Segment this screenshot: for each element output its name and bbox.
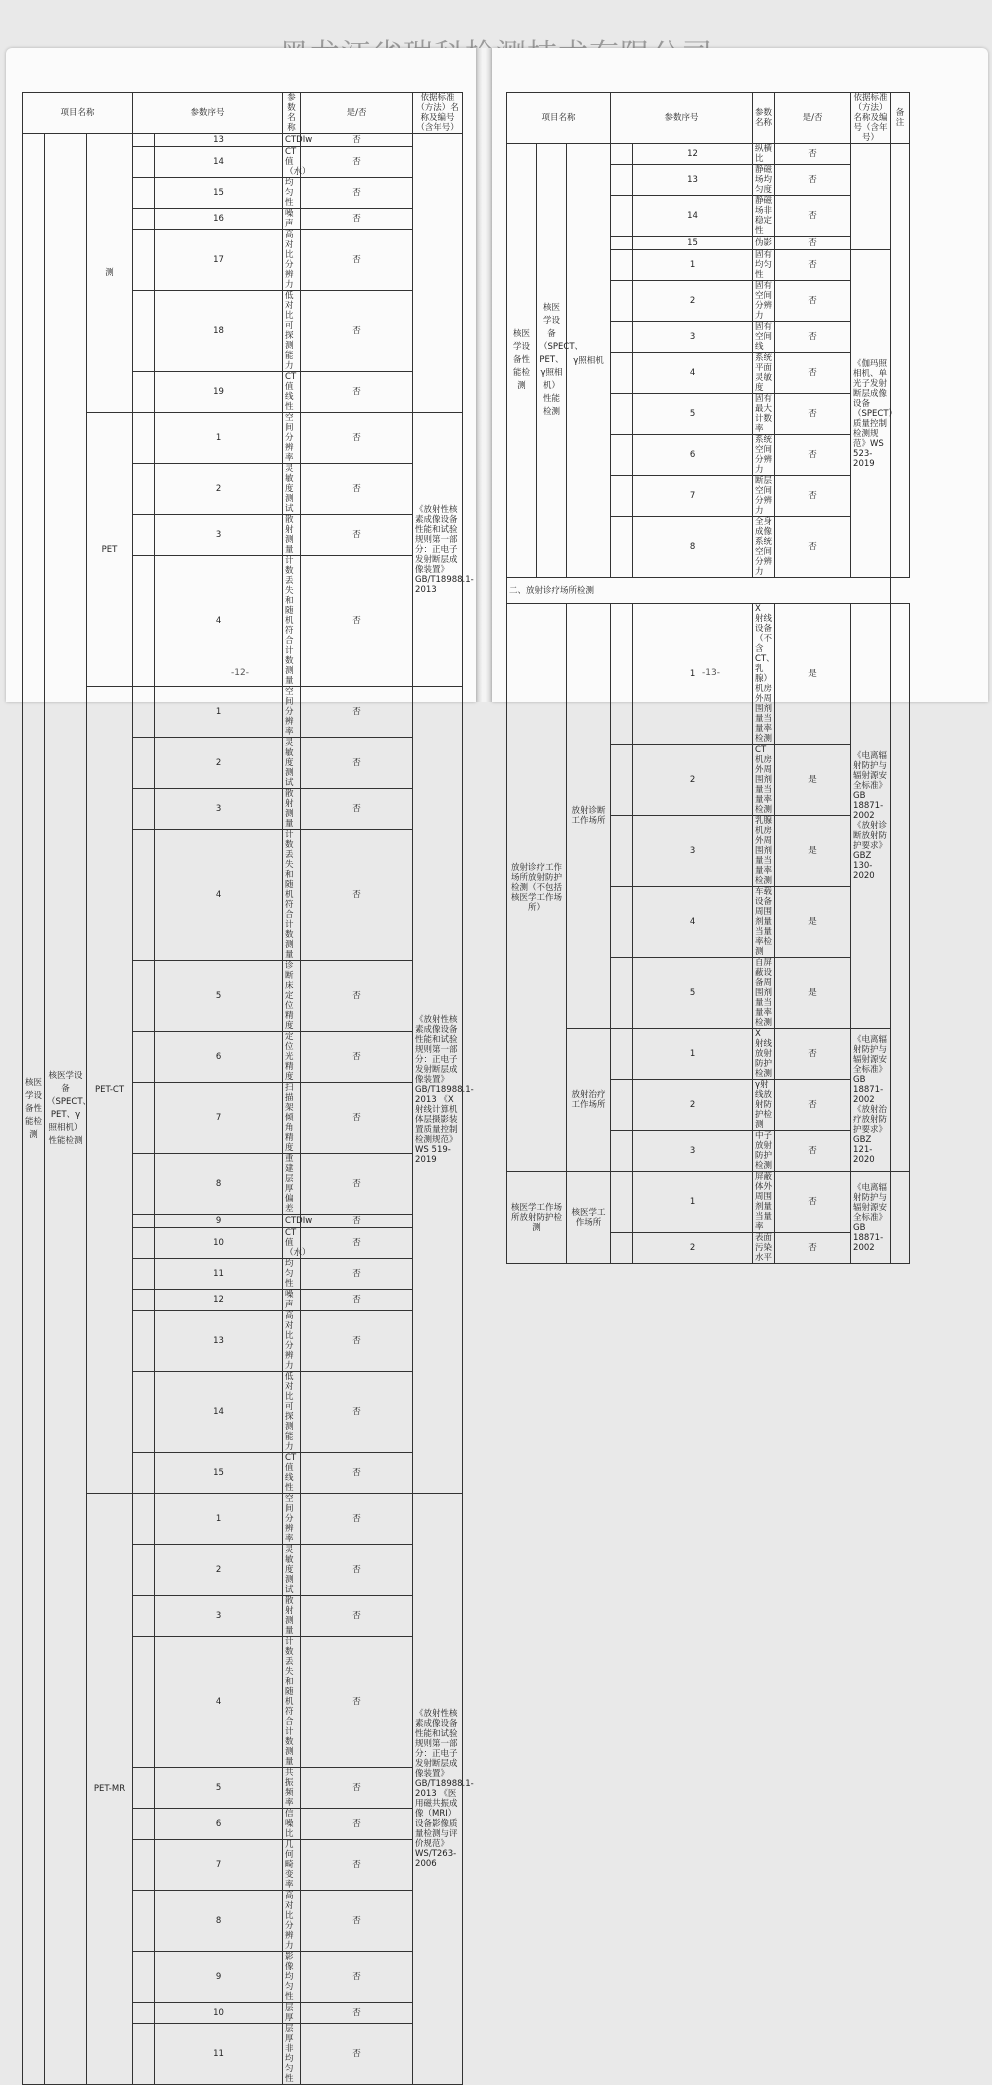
param-seq: 5: [155, 961, 283, 1032]
blank-cell: [611, 196, 633, 237]
param-name: CT 值线性: [283, 372, 301, 413]
blank-cell: [133, 1494, 155, 1545]
yes-no: 否: [775, 1172, 851, 1233]
param-seq: 14: [155, 1372, 283, 1453]
param-name: 全身成像系统空间分辨力: [753, 517, 775, 578]
header-note: 备注: [891, 93, 910, 144]
header-standard: 依据标准（方法）名称及编号（含年号）: [851, 93, 891, 144]
yes-no: 否: [775, 144, 851, 165]
param-seq: 1: [633, 604, 753, 745]
blank-cell: [611, 237, 633, 250]
param-name: 低对比可探测能力: [283, 1372, 301, 1453]
group-label: 核医学设备性能检测: [507, 144, 537, 578]
left-capability-table: [22, 92, 474, 2085]
blank-cell: [611, 958, 633, 1029]
blank-cell: [133, 830, 155, 961]
blank-cell: [133, 1545, 155, 1596]
param-seq: 2: [155, 738, 283, 789]
yes-no: 否: [775, 517, 851, 578]
yes-no: 否: [301, 1891, 413, 1952]
param-name: 高对比分辨力: [283, 1891, 301, 1952]
blank-cell: [611, 144, 633, 165]
param-seq: 2: [155, 464, 283, 515]
param-name: 均匀性: [283, 1259, 301, 1290]
param-seq: 3: [155, 1596, 283, 1637]
param-seq: 5: [633, 958, 753, 1029]
yes-no: 否: [301, 1840, 413, 1891]
blank-cell: [133, 2024, 155, 2085]
yes-no: 否: [301, 1290, 413, 1311]
yes-no: 否: [301, 1215, 413, 1228]
param-name: 层厚非均匀性: [283, 2024, 301, 2085]
standard-cell: 《放射性核素成像设备性能和试验规则第一部分：正电子发射断层成像装置》GB/T18988.1-2013 《医用磁共振成像（MRI）设备影像质量检测与评价规范》WS/T263-2006: [413, 1494, 463, 2085]
blank-cell: [133, 515, 155, 556]
place-group-label: 核医学工作场所放射防护检测: [507, 1172, 567, 1264]
param-name: 散射测量: [283, 515, 301, 556]
blank-cell: [611, 353, 633, 394]
yes-no: 是: [775, 887, 851, 958]
param-name: 影像均匀性: [283, 1952, 301, 2003]
param-name: γ射线放射防护检测: [753, 1080, 775, 1131]
yes-no: 否: [775, 1233, 851, 1264]
blank-cell: [133, 1259, 155, 1290]
yes-no: 否: [301, 1596, 413, 1637]
blank-cell: [133, 1809, 155, 1840]
param-seq: 12: [633, 144, 753, 165]
yes-no: 否: [301, 1545, 413, 1596]
param-seq: 14: [633, 196, 753, 237]
param-name: 均匀性: [283, 178, 301, 209]
param-name: 计数丢失和随机符合计数测量: [283, 830, 301, 961]
param-seq: 9: [155, 1952, 283, 2003]
param-name: CT 值（水）: [283, 147, 301, 178]
table-row: [23, 93, 463, 134]
yes-no: 否: [301, 1494, 413, 1545]
yes-no: 否: [301, 789, 413, 830]
standard-cell: 《电离辐射防护与辐射源安全标准》GB 18871-2002: [851, 1172, 891, 1264]
standard-cell: 《电离辐射防护与辐射源安全标准》GB 18871-2002 《放射诊断放射防护要求》GBZ 130-2020: [851, 604, 891, 1029]
param-seq: 18: [155, 291, 283, 372]
blank-cell: [133, 147, 155, 178]
blank-cell: [611, 745, 633, 816]
param-name: CT 机房外周围剂量当量率检测: [753, 745, 775, 816]
device-label: γ照相机: [567, 144, 611, 578]
blank-cell: [611, 1029, 633, 1080]
param-name: CTDIw: [283, 1215, 301, 1228]
param-seq: 15: [633, 237, 753, 250]
table-row: [507, 578, 910, 604]
param-seq: 4: [633, 353, 753, 394]
param-name: 散射测量: [283, 789, 301, 830]
header-standard: 依据标准（方法）名称及编号（含年号）: [413, 93, 463, 134]
blank-cell: [133, 687, 155, 738]
param-name: 共振频率: [283, 1768, 301, 1809]
yes-no: 否: [301, 1952, 413, 2003]
blank-cell: [133, 961, 155, 1032]
blank-cell: [611, 476, 633, 517]
blank-cell: [611, 165, 633, 196]
yes-no: 否: [301, 1228, 413, 1259]
yes-no: 否: [301, 230, 413, 291]
param-seq: 2: [633, 1233, 753, 1264]
place-label: 放射治疗工作场所: [567, 1029, 611, 1172]
param-name: 车载设备周围剂量当量率检测: [753, 887, 775, 958]
param-name: 定位光精度: [283, 1032, 301, 1083]
blank-cell: [133, 134, 155, 147]
blank-cell: [133, 1768, 155, 1809]
param-name: X 射线放射防护检测: [753, 1029, 775, 1080]
header-seq: 参数序号: [611, 93, 753, 144]
header-param: 参数名称: [753, 93, 775, 144]
param-seq: 6: [633, 435, 753, 476]
yes-no: 否: [301, 961, 413, 1032]
blank-cell: [133, 1311, 155, 1372]
blank-cell: [133, 1952, 155, 2003]
blank-cell: [611, 1080, 633, 1131]
param-name: X 射线设备（不含 CT、乳腺）机房外周围剂量当量率检测: [753, 604, 775, 745]
blank-cell: [133, 738, 155, 789]
blank-cell: [133, 1372, 155, 1453]
param-seq: 4: [155, 1637, 283, 1768]
table-row: [507, 1172, 910, 1233]
param-seq: 10: [155, 2003, 283, 2024]
blank-cell: [133, 464, 155, 515]
blank-cell: [133, 291, 155, 372]
blank-cell: [611, 1233, 633, 1264]
param-name: 中子放射防护检测: [753, 1131, 775, 1172]
header-seq: 参数序号: [133, 93, 283, 134]
subgroup-label: 核医学设备（SPECT、PET、γ照相机）性能检测: [537, 144, 567, 578]
blank-cell: [611, 250, 633, 281]
header-param: 参数名称: [283, 93, 301, 134]
blank-cell: [611, 435, 633, 476]
yes-no: 否: [775, 353, 851, 394]
yes-no: 否: [301, 556, 413, 687]
yes-no: 否: [775, 435, 851, 476]
blank-cell: [133, 1840, 155, 1891]
yes-no: 否: [775, 281, 851, 322]
table-row: [23, 1494, 463, 1545]
param-name: 纵横比: [753, 144, 775, 165]
yes-no: 否: [301, 1637, 413, 1768]
header-yesno: 是/否: [301, 93, 413, 134]
blank-cell: [133, 230, 155, 291]
standard-cell: [851, 144, 891, 250]
standard-cell: [413, 134, 463, 413]
blank-cell: [133, 1596, 155, 1637]
note-cell: [891, 1172, 910, 1264]
blank-cell: [133, 2003, 155, 2024]
header-project: 项目名称: [507, 93, 611, 144]
section-heading: 二、放射诊疗场所检测: [507, 578, 891, 604]
param-name: 固有最大计数率: [753, 394, 775, 435]
yes-no: 否: [301, 147, 413, 178]
yes-no: 否: [301, 1032, 413, 1083]
table-row: [507, 144, 910, 165]
param-name: 静磁场非稳定性: [753, 196, 775, 237]
param-seq: 1: [155, 1494, 283, 1545]
table-row: [23, 687, 463, 738]
param-seq: 13: [633, 165, 753, 196]
param-seq: 7: [633, 476, 753, 517]
blank-cell: [133, 1228, 155, 1259]
blank-cell: [133, 413, 155, 464]
param-name: 伪影: [753, 237, 775, 250]
param-seq: 8: [633, 517, 753, 578]
param-name: 固有空间分辨力: [753, 281, 775, 322]
device-label: PET: [87, 413, 133, 687]
blank-cell: [133, 789, 155, 830]
blank-cell: [133, 1032, 155, 1083]
param-name: CT 值（水）: [283, 1228, 301, 1259]
yes-no: 是: [775, 958, 851, 1029]
param-seq: 5: [633, 394, 753, 435]
param-name: 静磁场均匀度: [753, 165, 775, 196]
param-name: 空间分辨率: [283, 1494, 301, 1545]
param-seq: 4: [633, 887, 753, 958]
yes-no: 否: [301, 1809, 413, 1840]
param-name: 断层空间分辨力: [753, 476, 775, 517]
param-seq: 6: [155, 1809, 283, 1840]
param-name: 几何畸变率: [283, 1840, 301, 1891]
book-gutter: [476, 48, 492, 702]
header-project: 项目名称: [23, 93, 133, 134]
param-seq: 2: [633, 281, 753, 322]
param-seq: 13: [155, 1311, 283, 1372]
place-label: 核医学工作场所: [567, 1172, 611, 1264]
yes-no: 是: [775, 745, 851, 816]
param-name: 固有空间线: [753, 322, 775, 353]
group-label: 核医学设备性能检测: [23, 134, 45, 2085]
param-seq: 14: [155, 147, 283, 178]
right-capability-table: [506, 92, 910, 1264]
param-seq: 17: [155, 230, 283, 291]
param-seq: 7: [155, 1840, 283, 1891]
page-number-left: -12-: [231, 668, 249, 678]
yes-no: 否: [301, 830, 413, 961]
blank-cell: [133, 1215, 155, 1228]
param-name: 层厚: [283, 2003, 301, 2024]
yes-no: 否: [775, 322, 851, 353]
blank-cell: [611, 604, 633, 745]
param-seq: 12: [155, 1290, 283, 1311]
param-name: 空间分辨率: [283, 413, 301, 464]
param-seq: 1: [633, 250, 753, 281]
param-name: 散射测量: [283, 1596, 301, 1637]
blank-cell: [611, 517, 633, 578]
param-seq: 8: [155, 1154, 283, 1215]
param-name: 灵敏度测试: [283, 1545, 301, 1596]
yes-no: 否: [301, 515, 413, 556]
param-name: 固有均匀性: [753, 250, 775, 281]
yes-no: 否: [775, 394, 851, 435]
left-page: [6, 48, 476, 2084]
yes-no: 否: [301, 1453, 413, 1494]
param-name: 噪声: [283, 209, 301, 230]
param-name: 计数丢失和随机符合计数测量: [283, 556, 301, 687]
param-seq: 1: [155, 413, 283, 464]
blank-cell: [611, 1131, 633, 1172]
blank-cell: [611, 816, 633, 887]
yes-no: 否: [775, 1029, 851, 1080]
yes-no: 否: [301, 372, 413, 413]
place-group-label: 放射诊疗工作场所放射防护检测（不包括核医学工作场所）: [507, 604, 567, 1172]
param-seq: 19: [155, 372, 283, 413]
param-seq: 2: [633, 745, 753, 816]
blank-cell: [611, 1172, 633, 1233]
blank-cell: [133, 209, 155, 230]
param-seq: 1: [155, 687, 283, 738]
yes-no: 否: [301, 1154, 413, 1215]
table-row: [23, 413, 463, 464]
blank-cell: [611, 394, 633, 435]
yes-no: 否: [301, 178, 413, 209]
yes-no: 否: [301, 1768, 413, 1809]
blank-cell: [133, 1154, 155, 1215]
param-name: 屏蔽体外周围剂量当量率: [753, 1172, 775, 1233]
param-seq: 13: [155, 134, 283, 147]
param-name: 高对比分辨力: [283, 230, 301, 291]
blank-cell: [133, 1637, 155, 1768]
param-seq: 6: [155, 1032, 283, 1083]
yes-no: 否: [301, 1259, 413, 1290]
param-name: 重建层厚偏差: [283, 1154, 301, 1215]
device-label: PET-CT: [87, 687, 133, 1494]
page-number-right: -13-: [702, 668, 720, 678]
yes-no: 是: [775, 604, 851, 745]
param-name: 自屏蔽设备周围剂量当量率检测: [753, 958, 775, 1029]
table-row: [507, 93, 910, 144]
right-page: [492, 48, 988, 1263]
param-name: 低对比可探测能力: [283, 291, 301, 372]
yes-no: 否: [775, 476, 851, 517]
blank-cell: [133, 556, 155, 687]
yes-no: 否: [301, 134, 413, 147]
yes-no: 是: [775, 816, 851, 887]
param-seq: 2: [155, 1545, 283, 1596]
param-seq: 15: [155, 1453, 283, 1494]
yes-no: 否: [775, 237, 851, 250]
blank-cell: [133, 1290, 155, 1311]
yes-no: 否: [775, 250, 851, 281]
param-seq: 15: [155, 178, 283, 209]
param-name: CT 值线性: [283, 1453, 301, 1494]
yes-no: 否: [301, 291, 413, 372]
param-name: 计数丢失和随机符合计数测量: [283, 1637, 301, 1768]
header-yesno: 是/否: [775, 93, 851, 144]
param-name: 高对比分辨力: [283, 1311, 301, 1372]
blank-cell: [611, 322, 633, 353]
param-name: 扫描架倾角精度: [283, 1083, 301, 1154]
param-name: 空间分辨率: [283, 687, 301, 738]
blank-cell: [133, 372, 155, 413]
param-name: 信噪比: [283, 1809, 301, 1840]
param-name: 表面污染水平: [753, 1233, 775, 1264]
param-seq: 10: [155, 1228, 283, 1259]
blank-cell: [611, 887, 633, 958]
param-seq: 3: [155, 515, 283, 556]
param-seq: 7: [155, 1083, 283, 1154]
param-seq: 11: [155, 1259, 283, 1290]
blank-cell: [611, 281, 633, 322]
param-seq: 9: [155, 1215, 283, 1228]
blank-cell: [133, 1891, 155, 1952]
yes-no: 否: [301, 1311, 413, 1372]
param-name: 灵敏度测试: [283, 738, 301, 789]
yes-no: 否: [775, 165, 851, 196]
param-seq: 3: [633, 816, 753, 887]
standard-cell: 《伽玛照相机、单光子发射断层成像设备（SPECT）质量控制检测规范》WS 523-2019: [851, 250, 891, 578]
yes-no: 否: [301, 1083, 413, 1154]
param-seq: 8: [155, 1891, 283, 1952]
yes-no: 否: [775, 1080, 851, 1131]
param-seq: 16: [155, 209, 283, 230]
yes-no: 否: [301, 2003, 413, 2024]
yes-no: 否: [775, 196, 851, 237]
param-seq: 5: [155, 1768, 283, 1809]
param-name: CTDIw: [283, 134, 301, 147]
standard-cell: 《放射性核素成像设备性能和试验规则第一部分：正电子发射断层成像装置》GB/T18988.1-2013 《X 射线计算机体层摄影装置质量控制检测规范》WS 519-2019: [413, 687, 463, 1494]
blank-cell: [133, 1453, 155, 1494]
device-label: PET-MR: [87, 1494, 133, 2085]
param-name: 系统平面灵敏度: [753, 353, 775, 394]
standard-cell: 《电离辐射防护与辐射源安全标准》GB 18871-2002 《放射治疗放射防护要求》GBZ 121-2020: [851, 1029, 891, 1172]
param-seq: 3: [633, 1131, 753, 1172]
param-name: 系统空间分辨力: [753, 435, 775, 476]
param-seq: 4: [155, 556, 283, 687]
param-name: 诊断床定位精度: [283, 961, 301, 1032]
param-seq: 1: [633, 1172, 753, 1233]
param-seq: 11: [155, 2024, 283, 2085]
yes-no: 否: [301, 738, 413, 789]
yes-no: 否: [301, 209, 413, 230]
param-name: 乳腺机房外周围剂量当量率检测: [753, 816, 775, 887]
yes-no: 否: [301, 1372, 413, 1453]
table-row: [23, 134, 463, 147]
blank-cell: [133, 1083, 155, 1154]
yes-no: 否: [301, 2024, 413, 2085]
param-seq: 1: [633, 1029, 753, 1080]
param-seq: 3: [155, 789, 283, 830]
yes-no: 否: [301, 413, 413, 464]
note-cell: [891, 144, 910, 578]
blank-cell: [133, 178, 155, 209]
param-seq: 2: [633, 1080, 753, 1131]
table-row: [507, 1029, 910, 1080]
param-name: 噪声: [283, 1290, 301, 1311]
note-cell: [891, 604, 910, 1172]
param-seq: 3: [633, 322, 753, 353]
subgroup-label: 核医学设备（SPECT、PET、γ照相机）性能检测: [45, 134, 87, 2085]
standard-cell: 《放射性核素成像设备性能和试验规则第一部分：正电子发射断层成像装置》GB/T18988.1-2013: [413, 413, 463, 687]
device-label: 测: [87, 134, 133, 413]
place-label: 放射诊断工作场所: [567, 604, 611, 1029]
yes-no: 否: [775, 1131, 851, 1172]
param-seq: 4: [155, 830, 283, 961]
yes-no: 否: [301, 464, 413, 515]
param-name: 灵敏度测试: [283, 464, 301, 515]
yes-no: 否: [301, 687, 413, 738]
